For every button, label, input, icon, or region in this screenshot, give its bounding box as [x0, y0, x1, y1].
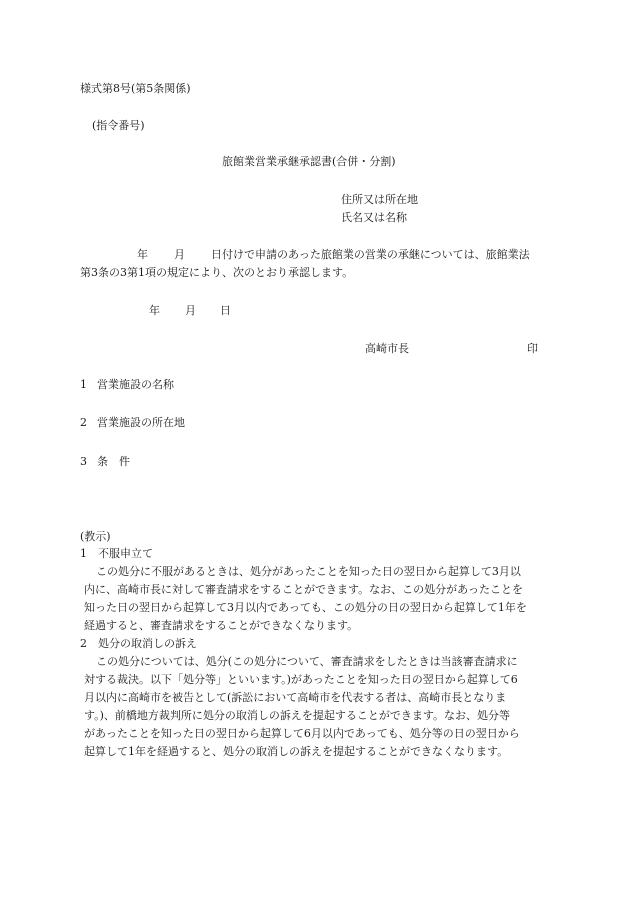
body-month: 月 — [174, 248, 185, 261]
item-number: 1 — [80, 378, 87, 391]
issue-month: 月 — [185, 304, 196, 317]
document-title: 旅館業営業承継承認書(合併・分割) — [222, 155, 396, 168]
name-label: 氏名又は名称 — [341, 211, 407, 224]
body-line-2: 第3条の3第1項の規定により、次のとおり承認します。 — [80, 266, 354, 279]
seal-mark: 印 — [527, 342, 538, 355]
lawsuit-line: があったことを知った日の翌日から起算して6月以内であっても、処分等の日の翌日から — [84, 727, 520, 740]
appeal-line: 知った日の翌日から起算して3月以内であっても、この処分の日の翌日から起算して1年を — [84, 601, 527, 614]
item-facility-name: 営業施設の名称 — [97, 378, 174, 391]
designation-number: (指令番号) — [92, 119, 145, 132]
section-title-appeal: 1 不服申立て — [80, 547, 153, 560]
issuer-name: 高崎市長 — [365, 342, 409, 355]
form-label: 様式第8号(第5条関係) — [80, 82, 191, 95]
lawsuit-line: 起算して1年を経過すると、処分の取消しの訴えを提起することができなくなります。 — [84, 745, 509, 758]
issue-day: 日 — [220, 304, 231, 317]
address-label: 住所又は所在地 — [341, 193, 418, 206]
lawsuit-line: この処分については、処分(この処分について、審査請求をしたときは当該審査請求に — [96, 655, 518, 668]
lawsuit-line: 対する裁決。以下「処分等」といいます。)があったことを知った日の翌日から起算して6 — [84, 673, 518, 686]
item-facility-location: 営業施設の所在地 — [97, 416, 185, 429]
item-number: 2 — [80, 416, 87, 429]
lawsuit-line: す。)、前橋地方裁判所に処分の取消しの訴えを提起することができます。なお、処分等 — [84, 709, 511, 722]
item-conditions: 条 件 — [97, 455, 130, 468]
appeal-line: 内に、高崎市長に対して審査請求をすることができます。なお、この処分があったことを — [84, 583, 524, 596]
appeal-line: 経過すると、審査請求をすることができなくなります。 — [84, 619, 359, 632]
section-title-lawsuit: 2 処分の取消しの訴え — [80, 637, 197, 650]
item-number: 3 — [80, 455, 87, 468]
appeal-line: この処分に不服があるときは、処分があったことを知った日の翌日から起算して3月以 — [96, 565, 521, 578]
instruction-heading: (教示) — [80, 530, 111, 543]
issue-year: 年 — [149, 304, 160, 317]
body-year: 年 — [137, 248, 148, 261]
body-line-1: 日付けで申請のあった旅館業の営業の承継については、旅館業法 — [211, 248, 530, 261]
lawsuit-line: 月以内に高崎市を被告として(訴訟において高崎市を代表する者は、高崎市長となりま — [84, 691, 507, 704]
